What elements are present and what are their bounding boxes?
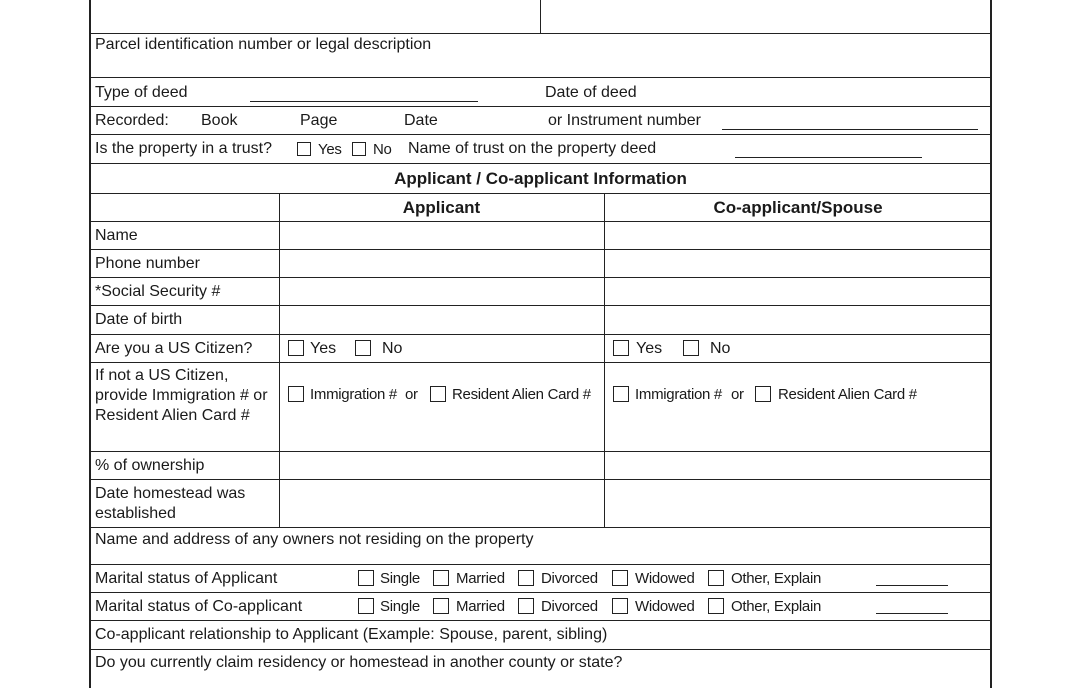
col-coapplicant-header: Co-applicant/Spouse [713, 198, 883, 217]
applicant-citizen-no-checkbox[interactable] [355, 340, 371, 356]
rule [89, 564, 992, 565]
rule [89, 249, 992, 250]
book-label: Book [201, 112, 238, 129]
applicant-citizen-yes-label: Yes [310, 340, 337, 357]
coapplicant-immigration-label: Immigration # [635, 386, 722, 403]
rule [89, 527, 992, 528]
recorded-label: Recorded: [95, 112, 169, 129]
marital-coapplicant-other-label: Other, Explain [731, 598, 822, 615]
trust-yes-label: Yes [318, 141, 342, 158]
marital-coapplicant-explain-input[interactable] [876, 613, 948, 614]
marital-coapplicant-single-label: Single [380, 598, 420, 615]
trust-name-label: Name of trust on the property deed [408, 140, 657, 157]
marital-applicant-married-checkbox[interactable] [433, 570, 449, 586]
rule [89, 193, 992, 194]
relationship-label: Co-applicant relationship to Applicant (Example: Spouse, parent, sibling) [95, 626, 608, 643]
row-label-citizen: Are you a US Citizen? [95, 340, 253, 357]
col-applicant-header: Applicant [402, 198, 481, 217]
marital-applicant-married-label: Married [456, 570, 505, 587]
marital-applicant-explain-input[interactable] [876, 585, 948, 586]
rule [89, 277, 992, 278]
coapplicant-citizen-yes-label: Yes [636, 340, 663, 357]
trust-question: Is the property in a trust? [95, 140, 272, 157]
coapplicant-citizen-yes-checkbox[interactable] [613, 340, 629, 356]
rule [89, 305, 992, 306]
rule [89, 362, 992, 363]
deed-type-input[interactable] [250, 101, 478, 102]
rule [89, 620, 992, 621]
page-label: Page [300, 112, 338, 129]
marital-applicant-divorced-label: Divorced [541, 570, 598, 587]
trust-no-label: No [373, 141, 392, 158]
parcel-label: Parcel identification number or legal description [95, 36, 432, 53]
trust-yes-checkbox[interactable] [297, 142, 311, 156]
rule [89, 77, 992, 78]
marital-coapplicant-widowed-checkbox[interactable] [612, 598, 628, 614]
applicant-section-title: Applicant / Co-applicant Information [394, 169, 687, 188]
applicant-immigration-label: Immigration # [310, 386, 397, 403]
rule [89, 134, 992, 135]
applicant-or-label: or [405, 386, 418, 403]
coapplicant-citizen-no-label: No [710, 340, 731, 357]
rule [89, 334, 992, 335]
marital-coapplicant-divorced-label: Divorced [541, 598, 598, 615]
owners-not-residing-label: Name and address of any owners not residing on the property [95, 531, 534, 548]
coapplicant-or-label: or [731, 386, 744, 403]
marital-coapplicant-label: Marital status of Co-applicant [95, 598, 303, 615]
applicant-resident-card-label: Resident Alien Card # [452, 386, 591, 403]
marital-applicant-single-label: Single [380, 570, 420, 587]
marital-applicant-divorced-checkbox[interactable] [518, 570, 534, 586]
trust-name-input[interactable] [735, 157, 922, 158]
coapplicant-resident-card-checkbox[interactable] [755, 386, 771, 402]
instrument-label: or Instrument number [548, 112, 701, 129]
row-label-ssn: *Social Security # [95, 283, 221, 300]
rule [89, 163, 992, 164]
trust-no-checkbox[interactable] [352, 142, 366, 156]
applicant-resident-card-checkbox[interactable] [430, 386, 446, 402]
residency-question: Do you currently claim residency or homestead in another county or state? [95, 654, 623, 671]
col-divider-applicant [279, 193, 280, 527]
rule [89, 106, 992, 107]
deed-date-label: Date of deed [545, 84, 637, 101]
rule [89, 592, 992, 593]
rule [89, 479, 992, 480]
deed-type-label: Type of deed [95, 84, 188, 101]
marital-applicant-other-label: Other, Explain [731, 570, 822, 587]
applicant-immigration-checkbox[interactable] [288, 386, 304, 402]
marital-applicant-other-checkbox[interactable] [708, 570, 724, 586]
applicant-citizen-yes-checkbox[interactable] [288, 340, 304, 356]
row-label-name: Name [95, 227, 138, 244]
rule [89, 221, 992, 222]
top-cell-divider [540, 0, 541, 33]
row-label-homestead: Date homestead was established [95, 485, 246, 522]
coapplicant-resident-card-label: Resident Alien Card # [778, 386, 917, 403]
rule [89, 649, 992, 650]
date-label: Date [404, 112, 438, 129]
row-label-ownership: % of ownership [95, 457, 205, 474]
marital-coapplicant-other-checkbox[interactable] [708, 598, 724, 614]
marital-applicant-single-checkbox[interactable] [358, 570, 374, 586]
coapplicant-immigration-checkbox[interactable] [613, 386, 629, 402]
marital-applicant-label: Marital status of Applicant [95, 570, 278, 587]
marital-coapplicant-widowed-label: Widowed [635, 598, 695, 615]
col-divider-coapplicant [604, 193, 605, 527]
marital-coapplicant-divorced-checkbox[interactable] [518, 598, 534, 614]
applicant-citizen-no-label: No [382, 340, 403, 357]
row-label-dob: Date of birth [95, 311, 183, 328]
row-label-phone: Phone number [95, 255, 200, 272]
marital-applicant-widowed-checkbox[interactable] [612, 570, 628, 586]
marital-coapplicant-married-label: Married [456, 598, 505, 615]
row-label-immigration: If not a US Citizen, provide Immigration # or Resident Alien Card # [95, 367, 268, 424]
coapplicant-citizen-no-checkbox[interactable] [683, 340, 699, 356]
marital-coapplicant-single-checkbox[interactable] [358, 598, 374, 614]
rule [89, 33, 992, 34]
marital-applicant-widowed-label: Widowed [635, 570, 695, 587]
marital-coapplicant-married-checkbox[interactable] [433, 598, 449, 614]
rule [89, 451, 992, 452]
instrument-number-input[interactable] [722, 129, 978, 130]
